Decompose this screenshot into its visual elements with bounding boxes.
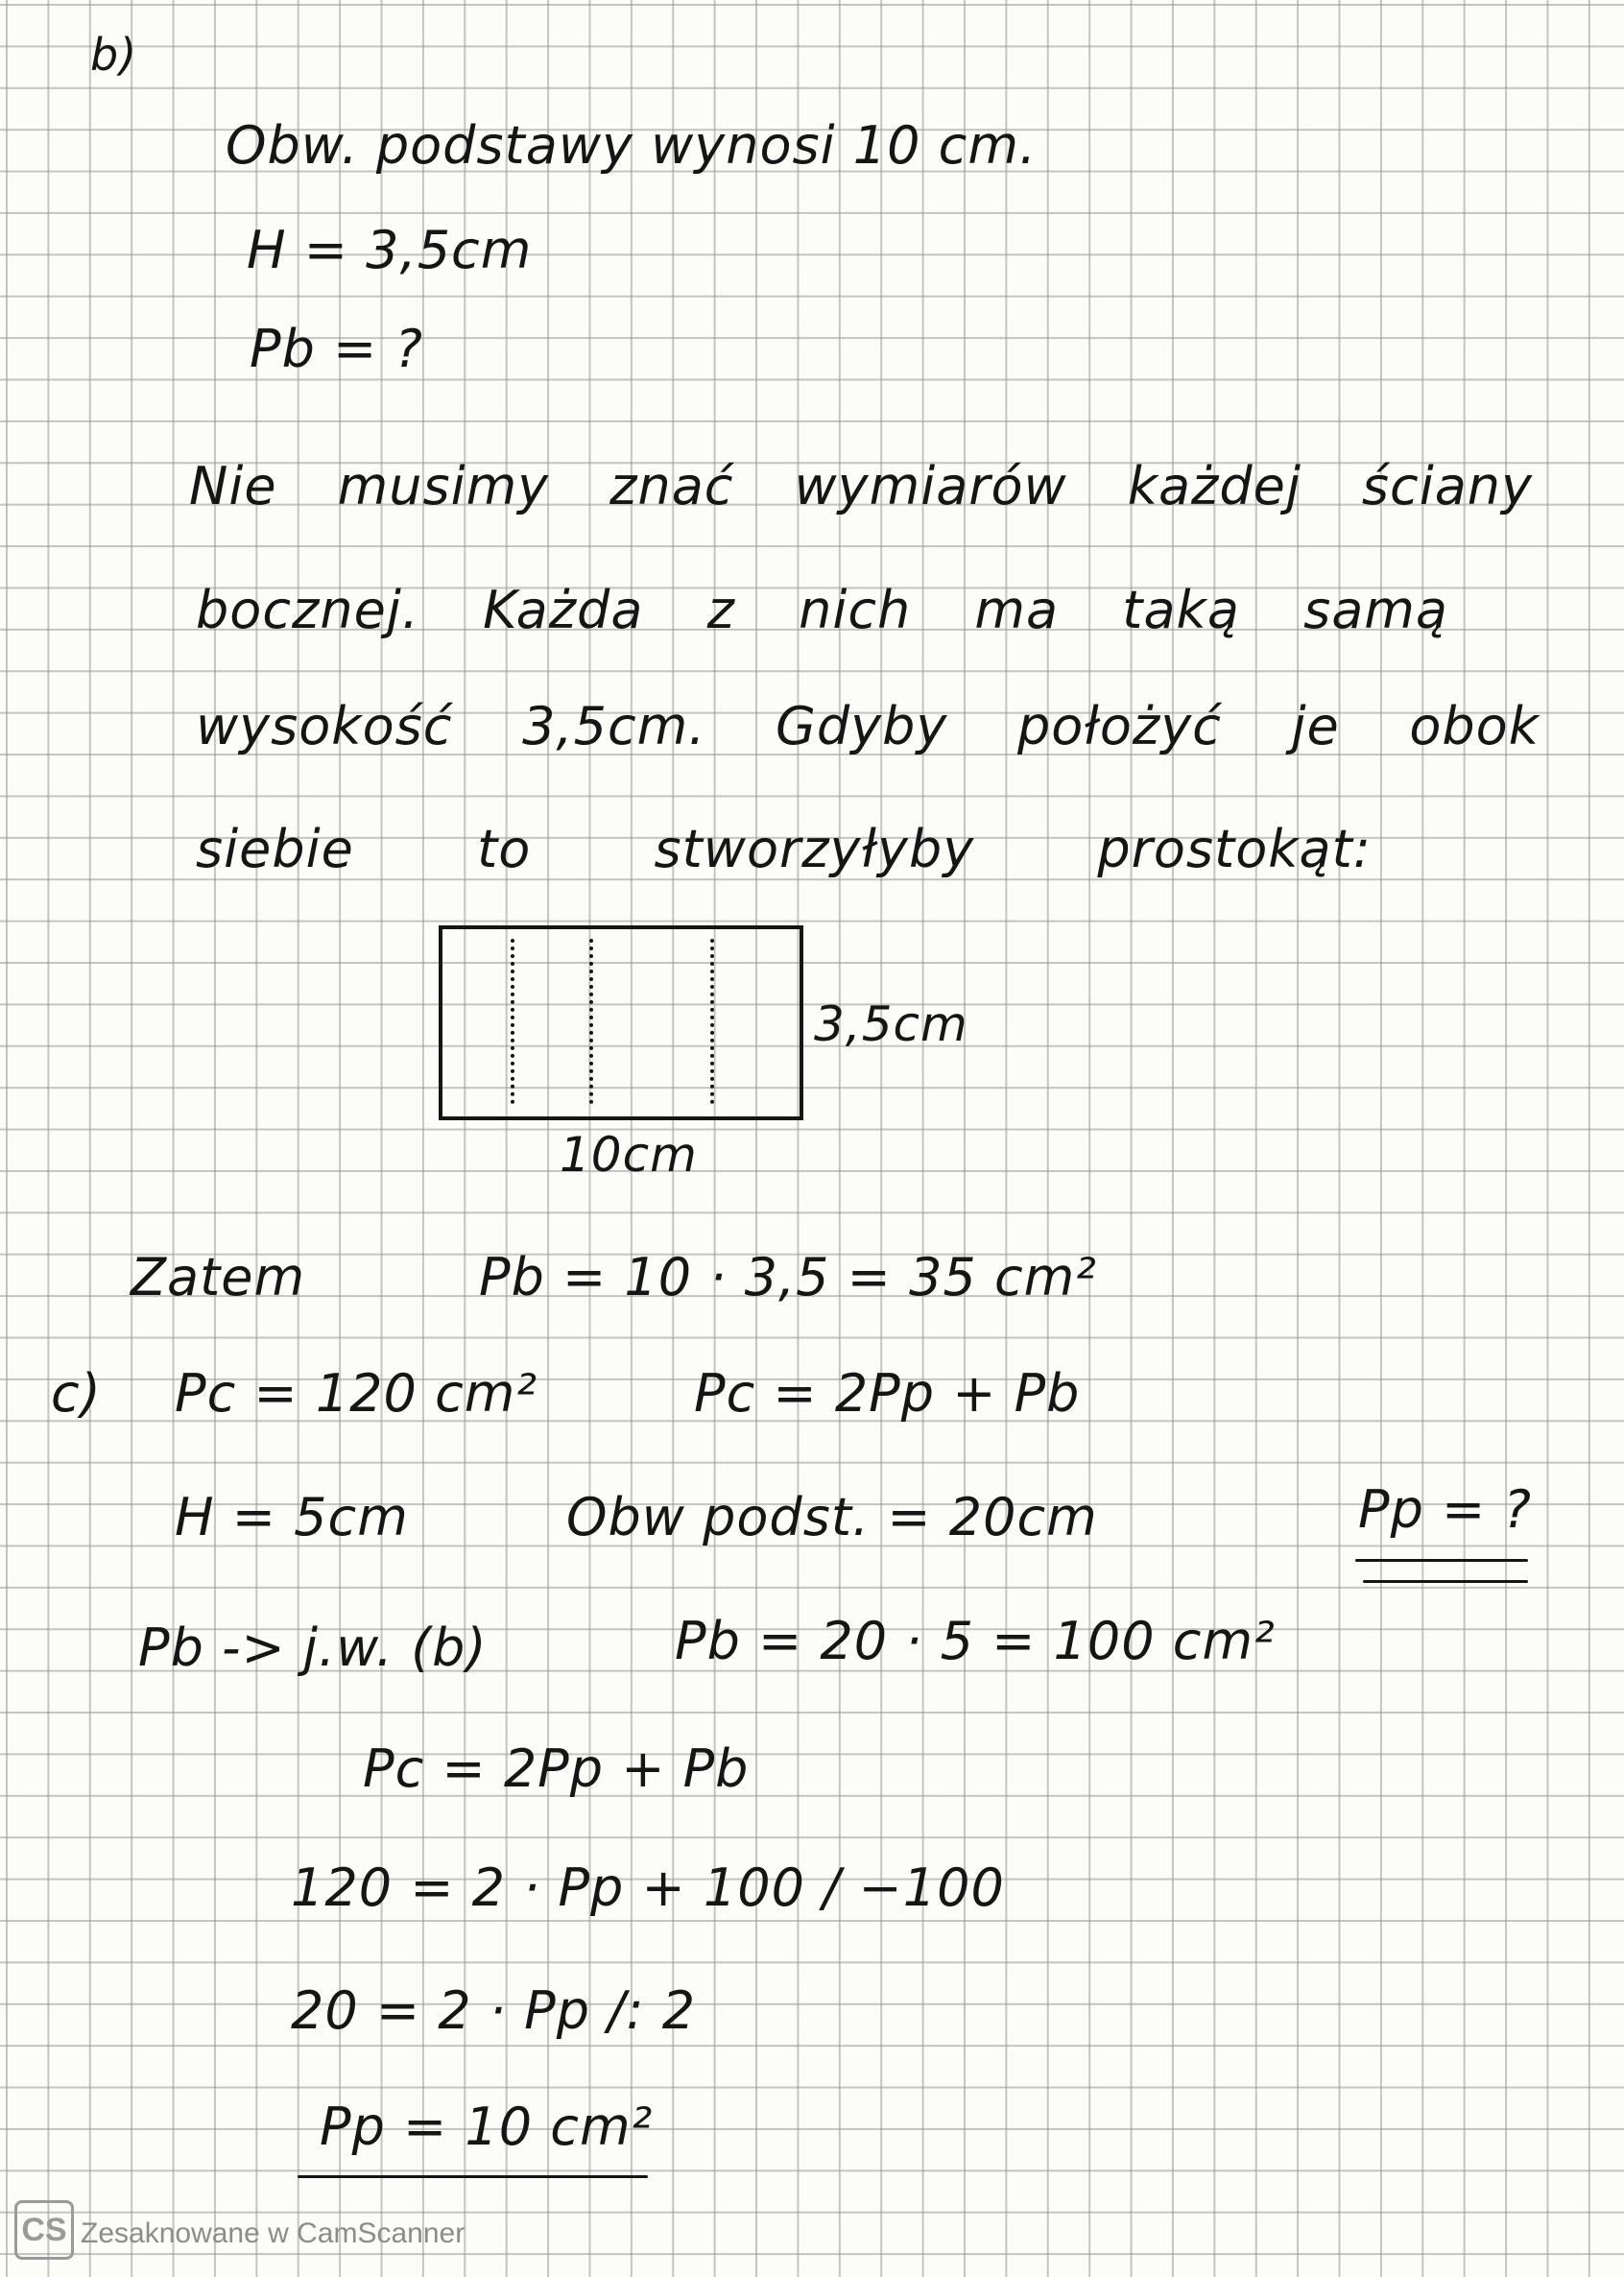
total-area-formula: Pc = 2Pp + Pb: [694, 1363, 1081, 1424]
section-b-label: b): [90, 29, 138, 81]
given-height-c: H = 5cm: [175, 1487, 409, 1547]
lateral-area-calc: Pb = 20 · 5 = 100 cm²: [675, 1611, 1276, 1671]
unknown-lateral-area: Pb = ?: [250, 319, 424, 379]
camscanner-watermark-text: Zesaknowane w CamScanner: [81, 2217, 466, 2249]
given-perimeter-c: Obw podst. = 20cm: [566, 1487, 1098, 1547]
conclusion-word: Zatem: [131, 1247, 306, 1307]
diagram-height-label: 3,5cm: [814, 996, 968, 1052]
final-answer: Pp = 10 cm²: [320, 2097, 654, 2157]
explanation-line-3: wysokość 3,5cm. Gdyby położyć je obok: [196, 696, 1540, 756]
double-underline-bottom: [1363, 1580, 1528, 1583]
given-total-area: Pc = 120 cm²: [175, 1363, 538, 1424]
double-underline-top: [1355, 1559, 1528, 1562]
lateral-area-result: Pb = 10 · 3,5 = 35 cm²: [479, 1247, 1097, 1307]
diagram-width-label: 10cm: [560, 1127, 698, 1183]
explanation-line-1: Nie musimy znać wymiarów każdej ściany: [189, 456, 1533, 516]
fold-line-3: [710, 939, 714, 1104]
explanation-line-4: siebie to stworzyłyby prostokąt:: [196, 819, 1372, 879]
rectangle-outline: [439, 925, 803, 1120]
section-c-label: c): [51, 1363, 102, 1424]
camscanner-logo: CS: [14, 2200, 74, 2260]
fold-line-2: [589, 939, 593, 1104]
unknown-base-area: Pp = ?: [1358, 1479, 1533, 1540]
explanation-line-2: bocznej. Każda z nich ma taką samą: [196, 580, 1448, 640]
solution-step-2: 120 = 2 · Pp + 100 / −100: [291, 1858, 1005, 1918]
fold-line-1: [511, 939, 514, 1104]
given-height: H = 3,5cm: [247, 220, 533, 280]
answer-underline: [298, 2175, 648, 2178]
solution-step-3: 20 = 2 · Pp /: 2: [291, 1980, 697, 2041]
solution-step-1: Pc = 2Pp + Pb: [363, 1738, 750, 1799]
given-perimeter: Obw. podstawy wynosi 10 cm.: [226, 115, 1038, 176]
lateral-area-reference: Pb -> j.w. (b): [138, 1618, 488, 1678]
